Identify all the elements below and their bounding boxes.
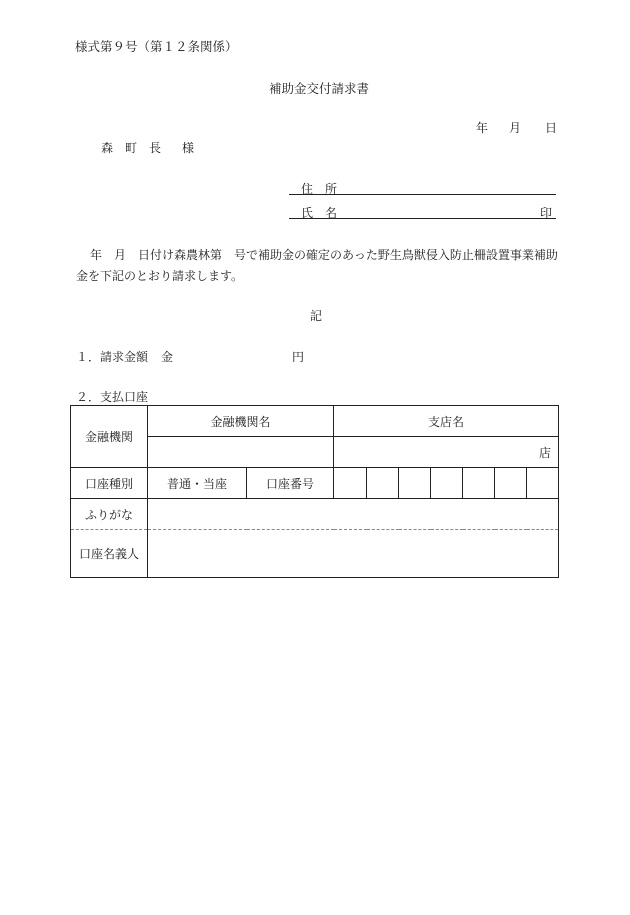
bank-name-field[interactable] bbox=[148, 437, 334, 468]
acct-digit-4[interactable] bbox=[431, 468, 463, 499]
bank-label-cell bbox=[71, 406, 148, 468]
addressee-honorific: 様 bbox=[182, 141, 195, 155]
ki-heading: 記 bbox=[310, 309, 323, 323]
acct-type-value-cell[interactable] bbox=[148, 468, 247, 499]
amount-kin: 金 bbox=[161, 350, 174, 364]
name-label: 氏 名 bbox=[301, 206, 338, 220]
acct-digit-6[interactable] bbox=[495, 468, 527, 499]
bank-label: 金融機関 bbox=[84, 430, 133, 444]
furigana-label: ふりがな bbox=[84, 507, 133, 522]
form-number: 様式第９号（第１２条関係） bbox=[75, 39, 238, 54]
item1-label: １．請求金額 bbox=[76, 350, 149, 364]
branch-header-text: 支店名 bbox=[428, 414, 465, 429]
acct-digit-3[interactable] bbox=[399, 468, 431, 499]
acct-type-label: 口座種別 bbox=[84, 476, 133, 491]
address-underline bbox=[289, 194, 556, 195]
bank-name-header bbox=[148, 406, 334, 437]
acct-digit-2[interactable] bbox=[367, 468, 399, 499]
branch-header bbox=[334, 406, 559, 437]
seal-mark: 印 bbox=[540, 206, 553, 220]
acct-digit-5[interactable] bbox=[463, 468, 495, 499]
address-label: 住 所 bbox=[301, 182, 338, 196]
acct-type-value: 普通・当座 bbox=[166, 476, 227, 491]
holder-label: 口座名義人 bbox=[78, 547, 139, 561]
holder-field[interactable] bbox=[148, 530, 559, 578]
acct-digit-1[interactable] bbox=[334, 468, 367, 499]
acct-digit-7[interactable] bbox=[527, 468, 559, 499]
bank-name-header-text: 金融機関名 bbox=[210, 414, 271, 429]
body-text-line1: 年 月 日付け森農林第 号で補助金の確定のあった野生鳥獣侵入防止柵設置事業補助 bbox=[90, 248, 558, 262]
date-day: 日 bbox=[545, 121, 558, 135]
acct-no-label-cell bbox=[247, 468, 334, 499]
date-year: 年 bbox=[476, 121, 489, 135]
addressee-name: 森 町 長 bbox=[101, 141, 162, 155]
amount-yen: 円 bbox=[292, 350, 305, 364]
branch-suffix: 店 bbox=[539, 445, 552, 460]
name-underline bbox=[289, 218, 556, 219]
body-text-line2: 金を下記のとおり請求します。 bbox=[76, 269, 244, 283]
item2-label: ２．支払口座 bbox=[76, 390, 149, 404]
acct-no-label: 口座番号 bbox=[266, 476, 315, 491]
account-table bbox=[70, 405, 559, 578]
holder-label-cell bbox=[71, 530, 148, 578]
furigana-label-cell bbox=[71, 499, 148, 530]
document-title: 補助金交付請求書 bbox=[269, 81, 370, 96]
acct-type-label-cell bbox=[71, 468, 148, 499]
furigana-field[interactable] bbox=[148, 499, 559, 530]
branch-name-field[interactable] bbox=[334, 437, 559, 468]
date-month: 月 bbox=[509, 121, 522, 135]
